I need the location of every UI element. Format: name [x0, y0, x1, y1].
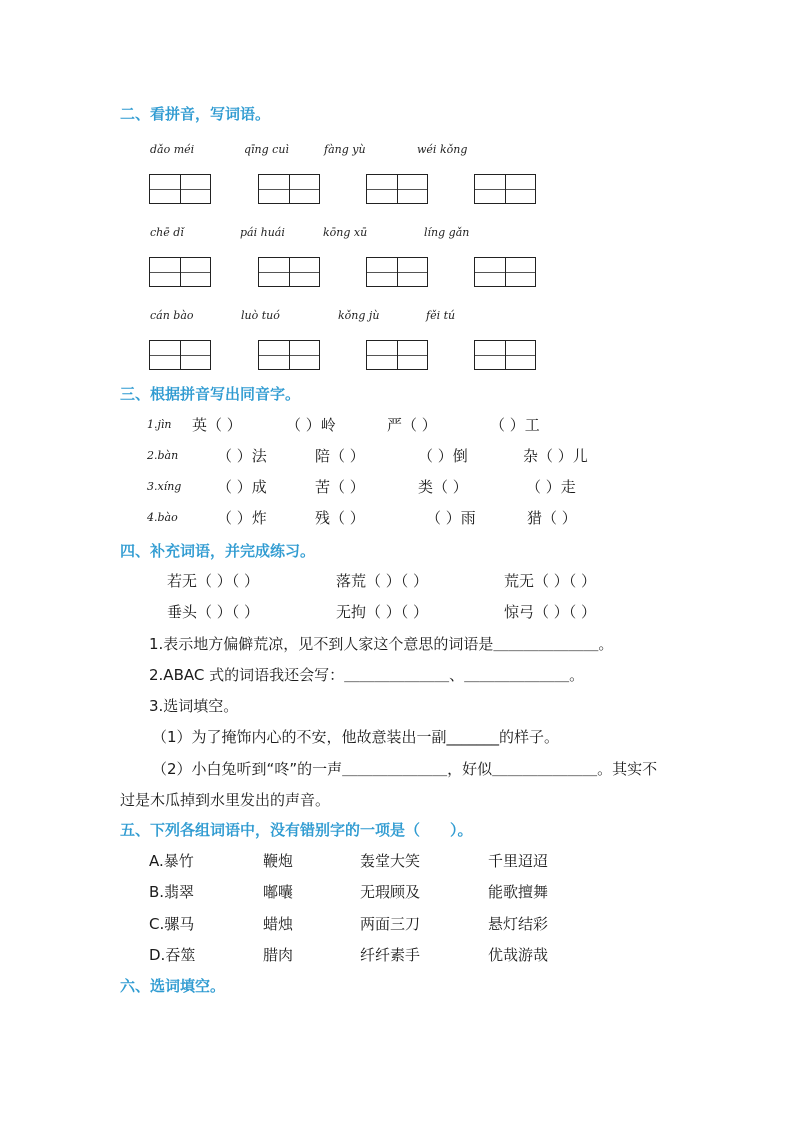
pinyin-label: fàng yù	[324, 143, 366, 156]
option-word: 优哉游哉	[488, 946, 549, 964]
row-label: 1.jìn	[147, 418, 172, 431]
idiom-fill: 若无（ ）（ ）	[167, 572, 260, 590]
writing-grid[interactable]	[258, 340, 320, 370]
pinyin-label: líng gǎn	[424, 226, 470, 239]
question-3-part-2: （2）小白兔听到“咚”的一声＿＿＿＿＿＿＿，好似＿＿＿＿＿＿＿。其实不	[152, 760, 658, 778]
question-3-part-1: （1）为了掩饰内心的不安，他故意装出一副_______的样子。	[152, 728, 560, 746]
pinyin-label: dǎo méi	[150, 143, 195, 156]
fill-item: 苦（ ）	[315, 478, 365, 496]
pinyin-label: qīng cuì	[244, 143, 289, 156]
pinyin-label: luò tuó	[241, 309, 280, 322]
section4-heading: 四、补充词语，并完成练习。	[120, 542, 316, 560]
option-word: 千里迢迢	[488, 852, 549, 870]
fill-item: 严（ ）	[387, 416, 437, 434]
pinyin-label: wéi kǒng	[417, 143, 468, 156]
writing-grid[interactable]	[366, 257, 428, 287]
question-1: 1.表示地方偏僻荒凉，见不到人家这个意思的词语是＿＿＿＿＿＿＿。	[149, 635, 614, 653]
pinyin-label: kǒng jù	[338, 309, 380, 322]
writing-grid[interactable]	[258, 257, 320, 287]
pinyin-label: chē dǐ	[150, 226, 184, 239]
writing-grid[interactable]	[474, 174, 536, 204]
option-word: 腊肉	[263, 946, 294, 964]
row-label: 4.bào	[147, 511, 178, 524]
idiom-fill: 荒无（ ）（ ）	[504, 572, 597, 590]
fill-item: （ ）走	[526, 478, 576, 496]
idiom-fill: 无拘（ ）（ ）	[336, 603, 429, 621]
option-word: 纤纤素手	[360, 946, 421, 964]
option-label: D.吞筮	[149, 946, 196, 964]
writing-grid[interactable]	[149, 340, 211, 370]
fill-item: （ ）倒	[418, 447, 468, 465]
fill-item: （ ）法	[217, 447, 267, 465]
section5-heading: 五、下列各组词语中，没有错别字的一项是（ ）。	[120, 821, 473, 839]
writing-grid[interactable]	[366, 174, 428, 204]
fill-item: 类（ ）	[418, 478, 468, 496]
idiom-fill: 惊弓（ ）（ ）	[504, 603, 597, 621]
section3-heading: 三、根据拼音写出同音字。	[120, 385, 301, 403]
option-label: C.骡马	[149, 915, 195, 933]
writing-grid[interactable]	[366, 340, 428, 370]
fill-item: （ ）成	[217, 478, 267, 496]
fill-item: 残（ ）	[315, 509, 365, 527]
fill-item: 陪（ ）	[315, 447, 365, 465]
option-word: 能歌擅舞	[488, 883, 549, 901]
fill-item: （ ）岭	[286, 416, 336, 434]
option-word: 无瑕顾及	[360, 883, 421, 901]
option-word: 悬灯结彩	[488, 915, 549, 933]
pinyin-label: kōng xū	[323, 226, 368, 239]
option-word: 蜡烛	[263, 915, 294, 933]
pinyin-label: pái huái	[240, 226, 285, 239]
option-label: A.暴竹	[149, 852, 194, 870]
pinyin-label: cán bào	[150, 309, 194, 322]
fill-item: 杂（ ）儿	[523, 447, 588, 465]
fill-item: （ ）炸	[217, 509, 267, 527]
fill-item: 英（ ）	[192, 416, 242, 434]
option-word: 轰堂大笑	[360, 852, 421, 870]
writing-grid[interactable]	[474, 257, 536, 287]
row-label: 2.bàn	[147, 449, 179, 462]
option-label: B.翡翠	[149, 883, 195, 901]
fill-item: （ ）工	[490, 416, 540, 434]
row-label: 3.xíng	[147, 480, 182, 493]
idiom-fill: 垂头（ ）（ ）	[167, 603, 260, 621]
fill-item: （ ）雨	[426, 509, 476, 527]
pinyin-label: fěi tú	[426, 309, 456, 322]
section2-heading: 二、看拼音，写词语。	[120, 105, 271, 123]
writing-grid[interactable]	[258, 174, 320, 204]
idiom-fill: 落荒（ ）（ ）	[336, 572, 429, 590]
section6-heading: 六、选词填空。	[120, 977, 226, 995]
question-3: 3.选词填空。	[149, 697, 239, 715]
writing-grid[interactable]	[149, 257, 211, 287]
fill-item: 猎（ ）	[527, 509, 577, 527]
question-3-part-2-cont: 过是木瓜掉到水里发出的声音。	[120, 791, 331, 809]
writing-grid[interactable]	[474, 340, 536, 370]
option-word: 两面三刀	[360, 915, 421, 933]
question-2: 2.ABAC 式的词语我还会写：＿＿＿＿＿＿＿、＿＿＿＿＿＿＿。	[149, 666, 585, 684]
option-word: 鞭炮	[263, 852, 294, 870]
option-word: 嘟囔	[263, 883, 294, 901]
writing-grid[interactable]	[149, 174, 211, 204]
